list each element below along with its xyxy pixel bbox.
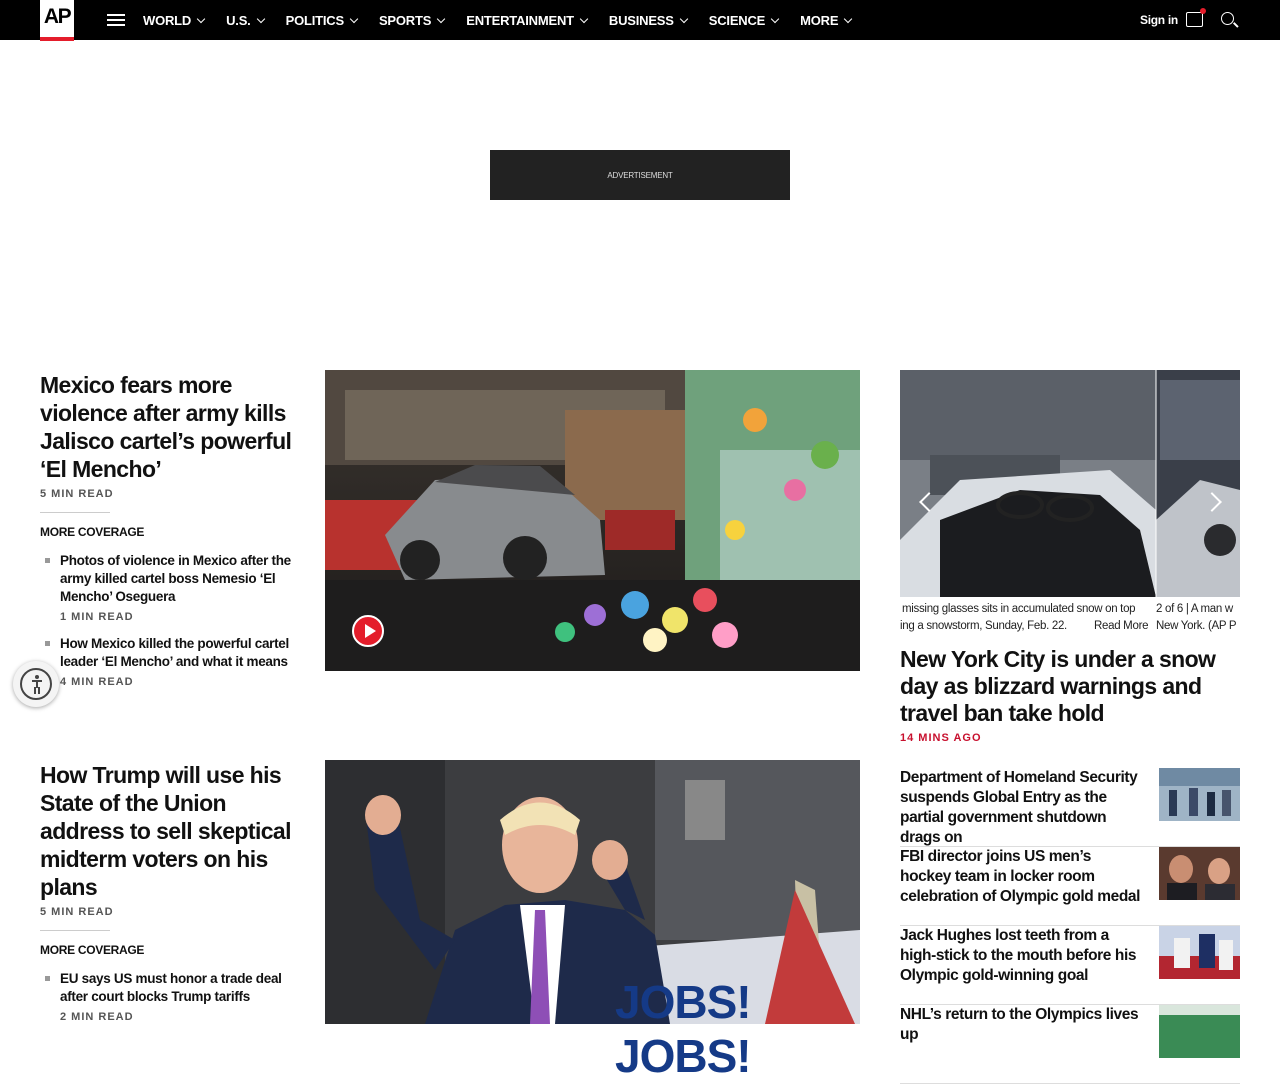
chevron-down-icon [771, 14, 779, 22]
nav-item-business[interactable]: BUSINESS [609, 13, 687, 28]
related-story-link[interactable]: How Mexico killed the powerful cartel leader ‘El Mencho’ and what it means [60, 635, 300, 671]
list-item[interactable] [900, 768, 1240, 847]
nav-item-entertainment[interactable]: ENTERTAINMENT [466, 13, 587, 28]
chevron-down-icon [197, 14, 205, 22]
nav-item-us[interactable]: U.S. [226, 13, 263, 28]
list-item-title[interactable]: Jack Hughes lost teeth from a high-stick to the mouth before his Olympic gold-winning goal [900, 927, 1137, 984]
list-item-title[interactable]: FBI director joins US men’s hockey team in locker room celebration of Olympic gold medal [900, 848, 1141, 905]
related-story-link[interactable]: Photos of violence in Mexico after the army killed cartel boss Nemesio ‘El Mencho’ Oseguera [60, 552, 300, 606]
list-item-title[interactable]: Department of Homeland Security suspends Global Entry as the partial government shutdown drags on [900, 769, 1138, 846]
top-navigation [0, 0, 1280, 40]
list-item-title[interactable]: NHL’s return to the Olympics lives up [900, 1006, 1139, 1043]
read-time: 5 MIN READ [40, 906, 114, 918]
thumbnail[interactable] [1159, 768, 1240, 821]
photo-carousel[interactable] [900, 370, 1240, 597]
chevron-down-icon [256, 14, 264, 22]
photo-caption: ing a snowstorm, Sunday, Feb. 22. [900, 620, 1067, 632]
nav-links [143, 0, 873, 40]
lead-story-headline[interactable]: Mexico fears more violence after army kills Jalisco cartel’s powerful ‘El Mencho’ [40, 372, 292, 482]
divider [40, 930, 110, 931]
read-more-link[interactable]: Read More [1094, 620, 1149, 632]
second-story-headline[interactable]: How Trump will use his State of the Union address to sell skeptical midterm voters on his plans [40, 762, 291, 900]
thumbnail[interactable] [1159, 847, 1240, 900]
chevron-down-icon [844, 14, 852, 22]
play-video-button[interactable] [352, 615, 384, 647]
rail-story-headline[interactable]: New York City is under a snow day as blizzard warnings and travel ban take hold [900, 646, 1216, 726]
lead-story-photo[interactable] [325, 370, 860, 671]
thumbnail[interactable] [1159, 1005, 1240, 1058]
sign-in-link[interactable]: Sign in [1140, 13, 1178, 27]
nav-item-sports[interactable]: SPORTS [379, 13, 444, 28]
menu-icon[interactable] [107, 14, 125, 26]
second-story-photo[interactable] [325, 760, 860, 1082]
nav-item-politics[interactable]: POLITICS [286, 13, 357, 28]
related-story-link[interactable]: EU says US must honor a trade deal after court blocks Trump tariffs [60, 970, 300, 1006]
photo-caption: New York. (AP P [1156, 620, 1237, 632]
read-time: 2 MIN READ [60, 1011, 134, 1023]
search-icon[interactable] [1221, 12, 1234, 25]
chevron-down-icon [350, 14, 358, 22]
chevron-down-icon [680, 14, 688, 22]
more-coverage-label: MORE COVERAGE [40, 943, 145, 957]
chat-notification-icon[interactable] [1186, 12, 1203, 27]
list-item[interactable] [900, 1005, 1240, 1084]
read-time: 1 MIN READ [60, 611, 134, 623]
list-item[interactable] [900, 847, 1240, 926]
advertisement[interactable]: ADVERTISEMENT [490, 150, 790, 200]
accessibility-icon[interactable] [13, 661, 59, 707]
chevron-down-icon [580, 14, 588, 22]
logo-text: AP [43, 5, 71, 28]
more-coverage-label: MORE COVERAGE [40, 525, 145, 539]
read-time: 5 MIN READ [40, 488, 114, 500]
ap-logo[interactable] [40, 0, 74, 41]
nav-item-science[interactable]: SCIENCE [709, 13, 778, 28]
divider [40, 512, 110, 513]
timestamp: 14 MINS AGO [900, 732, 982, 744]
thumbnail[interactable] [1159, 926, 1240, 979]
chevron-down-icon [437, 14, 445, 22]
list-item[interactable] [900, 926, 1240, 1005]
sign-text: JOBS! JOBS! [615, 976, 751, 1082]
photo-caption: 2 of 6 | A man w [1156, 603, 1233, 615]
nav-item-more[interactable]: MORE [800, 13, 851, 28]
nav-item-world[interactable]: WORLD [143, 13, 204, 28]
read-time: 4 MIN READ [60, 676, 134, 688]
photo-caption: missing glasses sits in accumulated snow on top [902, 603, 1136, 615]
